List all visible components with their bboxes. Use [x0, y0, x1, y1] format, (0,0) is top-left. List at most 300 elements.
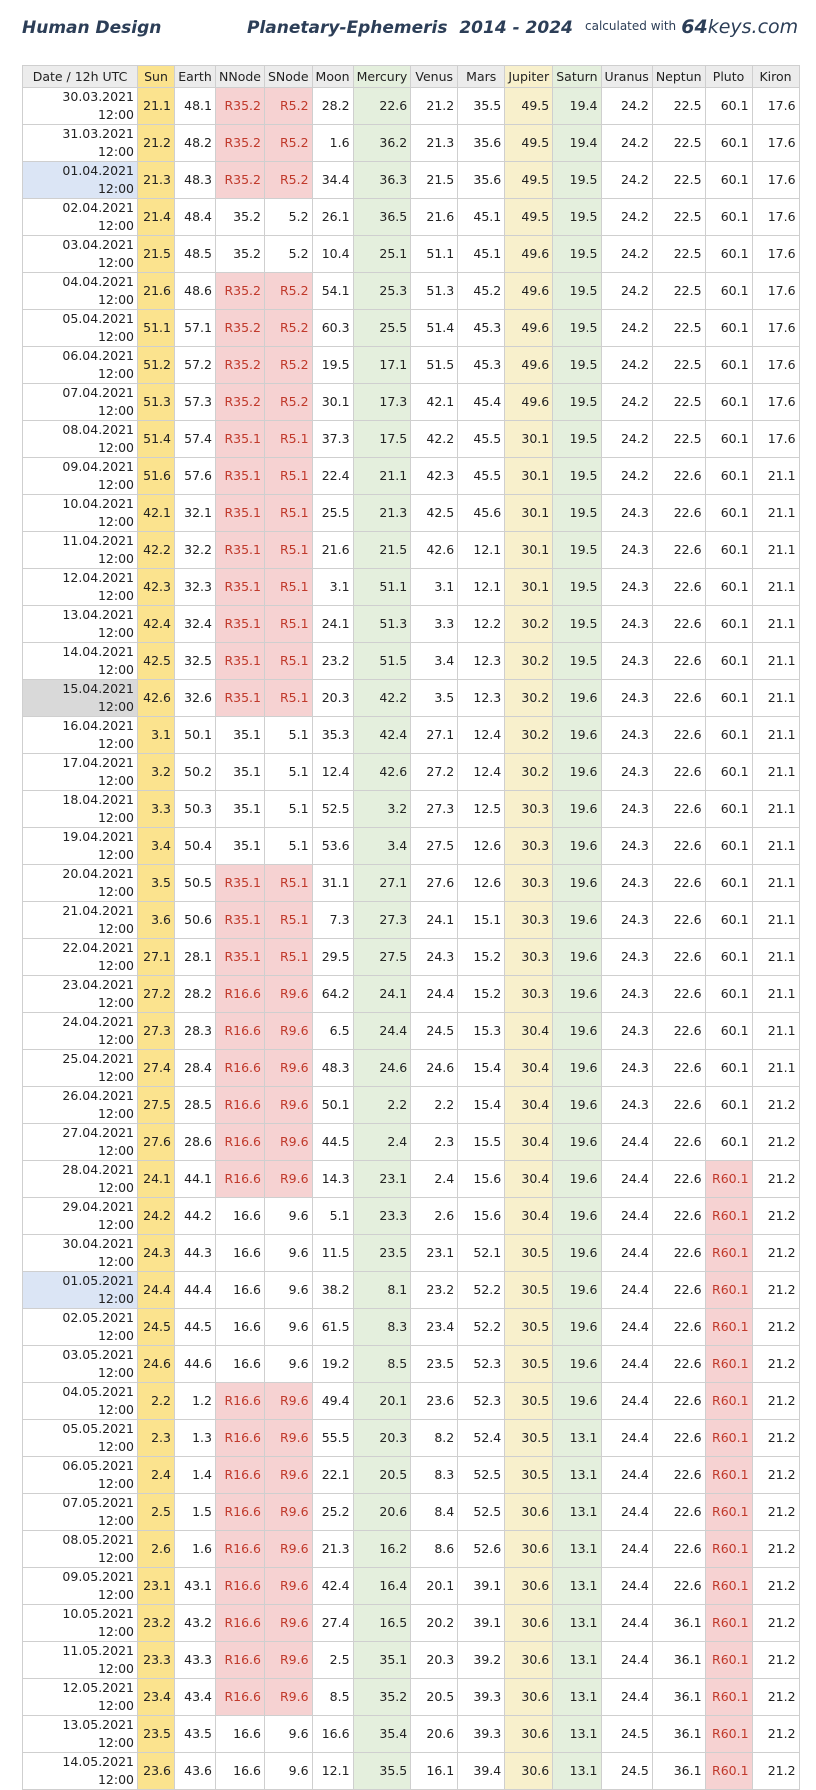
cell-neptun: 22.6 — [652, 1457, 705, 1494]
cell-mars: 52.5 — [458, 1457, 505, 1494]
cell-saturn: 19.5 — [553, 421, 601, 458]
cell-moon: 19.5 — [312, 347, 353, 384]
cell-mercury: 21.5 — [353, 532, 411, 569]
cell-jupiter: 30.2 — [505, 606, 553, 643]
cell-earth: 32.4 — [175, 606, 216, 643]
cell-pluto: R60.1 — [705, 1198, 752, 1235]
cell-snode: 9.6 — [264, 1235, 312, 1272]
cell-mars: 15.6 — [458, 1198, 505, 1235]
cell-nnode: R16.6 — [216, 1087, 265, 1124]
table-row — [23, 1494, 800, 1531]
cell-mars: 45.4 — [458, 384, 505, 421]
cell-pluto: 60.1 — [705, 1087, 752, 1124]
cell-sun: 27.3 — [138, 1013, 175, 1050]
site-name: keys.com — [707, 16, 799, 38]
cell-moon: 29.5 — [312, 939, 353, 976]
cell-mercury: 25.5 — [353, 310, 411, 347]
cell-mars: 39.1 — [458, 1605, 505, 1642]
cell-venus: 21.3 — [411, 125, 458, 162]
cell-neptun: 22.6 — [652, 1420, 705, 1457]
cell-saturn: 19.5 — [553, 458, 601, 495]
cell-jupiter: 30.5 — [505, 1235, 553, 1272]
cell-jupiter: 30.4 — [505, 1198, 553, 1235]
cell-saturn: 13.1 — [553, 1716, 601, 1753]
cell-date: 26.04.2021 12:00 — [23, 1087, 138, 1124]
cell-neptun: 22.6 — [652, 1309, 705, 1346]
cell-uranus: 24.2 — [601, 347, 652, 384]
cell-sun: 2.5 — [138, 1494, 175, 1531]
cell-kiron: 21.1 — [752, 865, 799, 902]
cell-sun: 27.2 — [138, 976, 175, 1013]
cell-uranus: 24.4 — [601, 1272, 652, 1309]
cell-uranus: 24.3 — [601, 1013, 652, 1050]
cell-neptun: 22.6 — [652, 1050, 705, 1087]
cell-moon: 6.5 — [312, 1013, 353, 1050]
cell-snode: 9.6 — [264, 1716, 312, 1753]
cell-moon: 16.6 — [312, 1716, 353, 1753]
cell-sun: 3.4 — [138, 828, 175, 865]
cell-date: 11.04.2021 12:00 — [23, 532, 138, 569]
cell-nnode: R35.1 — [216, 865, 265, 902]
cell-mars: 15.2 — [458, 976, 505, 1013]
cell-saturn: 19.5 — [553, 236, 601, 273]
table-row — [23, 236, 800, 273]
cell-saturn: 13.1 — [553, 1568, 601, 1605]
cell-jupiter: 30.1 — [505, 458, 553, 495]
cell-date: 04.05.2021 12:00 — [23, 1383, 138, 1420]
cell-snode: R9.6 — [264, 1124, 312, 1161]
cell-neptun: 22.5 — [652, 273, 705, 310]
cell-kiron: 21.2 — [752, 1679, 799, 1716]
table-row — [23, 1753, 800, 1790]
table-row — [23, 1531, 800, 1568]
cell-uranus: 24.4 — [601, 1383, 652, 1420]
cell-venus: 8.6 — [411, 1531, 458, 1568]
table-row — [23, 939, 800, 976]
cell-mars: 12.3 — [458, 680, 505, 717]
cell-sun: 3.6 — [138, 902, 175, 939]
cell-venus: 8.2 — [411, 1420, 458, 1457]
col-mercury: Mercury — [353, 66, 411, 88]
cell-pluto: 60.1 — [705, 125, 752, 162]
cell-sun: 23.6 — [138, 1753, 175, 1790]
cell-nnode: R16.6 — [216, 976, 265, 1013]
cell-sun: 23.3 — [138, 1642, 175, 1679]
cell-mars: 15.5 — [458, 1124, 505, 1161]
cell-date: 10.04.2021 12:00 — [23, 495, 138, 532]
cell-mars: 45.5 — [458, 421, 505, 458]
cell-saturn: 19.5 — [553, 273, 601, 310]
cell-pluto: R60.1 — [705, 1346, 752, 1383]
cell-date: 07.04.2021 12:00 — [23, 384, 138, 421]
table-row — [23, 569, 800, 606]
cell-mercury: 2.4 — [353, 1124, 411, 1161]
cell-kiron: 17.6 — [752, 347, 799, 384]
cell-mars: 15.4 — [458, 1050, 505, 1087]
cell-nnode: R35.2 — [216, 273, 265, 310]
cell-nnode: R35.2 — [216, 162, 265, 199]
cell-saturn: 19.6 — [553, 680, 601, 717]
cell-saturn: 19.6 — [553, 791, 601, 828]
cell-date: 12.04.2021 12:00 — [23, 569, 138, 606]
cell-date: 09.04.2021 12:00 — [23, 458, 138, 495]
cell-earth: 32.6 — [175, 680, 216, 717]
cell-sun: 24.5 — [138, 1309, 175, 1346]
cell-mars: 35.5 — [458, 88, 505, 125]
cell-venus: 8.4 — [411, 1494, 458, 1531]
cell-mars: 35.6 — [458, 125, 505, 162]
cell-saturn: 19.6 — [553, 1235, 601, 1272]
cell-date: 04.04.2021 12:00 — [23, 273, 138, 310]
cell-snode: R9.6 — [264, 1383, 312, 1420]
cell-venus: 42.6 — [411, 532, 458, 569]
cell-jupiter: 30.1 — [505, 421, 553, 458]
cell-snode: R5.2 — [264, 162, 312, 199]
cell-uranus: 24.2 — [601, 88, 652, 125]
cell-kiron: 21.2 — [752, 1235, 799, 1272]
cell-nnode: 35.2 — [216, 199, 265, 236]
col-saturn: Saturn — [553, 66, 601, 88]
cell-venus: 51.3 — [411, 273, 458, 310]
cell-venus: 21.6 — [411, 199, 458, 236]
cell-pluto: 60.1 — [705, 1013, 752, 1050]
cell-kiron: 21.1 — [752, 976, 799, 1013]
cell-saturn: 19.6 — [553, 976, 601, 1013]
cell-uranus: 24.2 — [601, 162, 652, 199]
cell-nnode: R16.6 — [216, 1050, 265, 1087]
cell-kiron: 21.1 — [752, 791, 799, 828]
cell-date: 05.05.2021 12:00 — [23, 1420, 138, 1457]
cell-sun: 2.4 — [138, 1457, 175, 1494]
cell-uranus: 24.2 — [601, 421, 652, 458]
table-row — [23, 1642, 800, 1679]
cell-kiron: 21.2 — [752, 1087, 799, 1124]
cell-moon: 7.3 — [312, 902, 353, 939]
cell-uranus: 24.3 — [601, 754, 652, 791]
cell-pluto: R60.1 — [705, 1420, 752, 1457]
cell-nnode: 16.6 — [216, 1309, 265, 1346]
cell-venus: 51.1 — [411, 236, 458, 273]
cell-nnode: R16.6 — [216, 1013, 265, 1050]
cell-earth: 28.2 — [175, 976, 216, 1013]
cell-earth: 50.5 — [175, 865, 216, 902]
cell-neptun: 22.6 — [652, 569, 705, 606]
cell-mars: 39.2 — [458, 1642, 505, 1679]
cell-mercury: 24.1 — [353, 976, 411, 1013]
cell-neptun: 22.6 — [652, 1346, 705, 1383]
cell-pluto: 60.1 — [705, 88, 752, 125]
cell-mercury: 36.2 — [353, 125, 411, 162]
cell-snode: R9.6 — [264, 1605, 312, 1642]
cell-date: 14.04.2021 12:00 — [23, 643, 138, 680]
cell-date: 09.05.2021 12:00 — [23, 1568, 138, 1605]
cell-jupiter: 30.3 — [505, 976, 553, 1013]
cell-jupiter: 30.2 — [505, 754, 553, 791]
table-row — [23, 791, 800, 828]
cell-moon: 23.2 — [312, 643, 353, 680]
cell-pluto: R60.1 — [705, 1383, 752, 1420]
cell-mercury: 42.6 — [353, 754, 411, 791]
cell-venus: 2.3 — [411, 1124, 458, 1161]
cell-mars: 45.5 — [458, 458, 505, 495]
cell-venus: 3.3 — [411, 606, 458, 643]
cell-mercury: 16.5 — [353, 1605, 411, 1642]
cell-venus: 24.3 — [411, 939, 458, 976]
cell-saturn: 13.1 — [553, 1494, 601, 1531]
cell-nnode: 35.1 — [216, 754, 265, 791]
cell-pluto: 60.1 — [705, 939, 752, 976]
cell-kiron: 17.6 — [752, 88, 799, 125]
cell-uranus: 24.3 — [601, 680, 652, 717]
cell-mars: 12.4 — [458, 717, 505, 754]
cell-moon: 52.5 — [312, 791, 353, 828]
cell-jupiter: 30.1 — [505, 532, 553, 569]
cell-uranus: 24.3 — [601, 902, 652, 939]
cell-moon: 22.1 — [312, 1457, 353, 1494]
cell-nnode: R16.6 — [216, 1605, 265, 1642]
cell-pluto: R60.1 — [705, 1568, 752, 1605]
table-row — [23, 273, 800, 310]
cell-uranus: 24.2 — [601, 125, 652, 162]
cell-date: 06.04.2021 12:00 — [23, 347, 138, 384]
cell-moon: 49.4 — [312, 1383, 353, 1420]
cell-snode: R5.1 — [264, 606, 312, 643]
cell-saturn: 19.6 — [553, 1013, 601, 1050]
cell-venus: 8.3 — [411, 1457, 458, 1494]
cell-date: 16.04.2021 12:00 — [23, 717, 138, 754]
cell-jupiter: 30.5 — [505, 1346, 553, 1383]
cell-date: 28.04.2021 12:00 — [23, 1161, 138, 1198]
cell-earth: 43.3 — [175, 1642, 216, 1679]
cell-uranus: 24.4 — [601, 1679, 652, 1716]
cell-venus: 20.6 — [411, 1716, 458, 1753]
cell-pluto: R60.1 — [705, 1457, 752, 1494]
cell-earth: 43.1 — [175, 1568, 216, 1605]
cell-snode: R9.6 — [264, 1494, 312, 1531]
cell-saturn: 19.5 — [553, 643, 601, 680]
cell-mercury: 20.1 — [353, 1383, 411, 1420]
cell-date: 22.04.2021 12:00 — [23, 939, 138, 976]
cell-snode: 9.6 — [264, 1309, 312, 1346]
cell-nnode: R35.1 — [216, 680, 265, 717]
cell-mercury: 51.3 — [353, 606, 411, 643]
cell-date: 30.04.2021 12:00 — [23, 1235, 138, 1272]
cell-jupiter: 30.4 — [505, 1013, 553, 1050]
cell-earth: 48.3 — [175, 162, 216, 199]
cell-uranus: 24.3 — [601, 1087, 652, 1124]
cell-mercury: 23.3 — [353, 1198, 411, 1235]
cell-nnode: R35.1 — [216, 421, 265, 458]
cell-saturn: 19.5 — [553, 532, 601, 569]
cell-moon: 21.6 — [312, 532, 353, 569]
cell-jupiter: 49.5 — [505, 125, 553, 162]
cell-mercury: 23.1 — [353, 1161, 411, 1198]
cell-jupiter: 30.6 — [505, 1494, 553, 1531]
cell-moon: 12.4 — [312, 754, 353, 791]
cell-pluto: 60.1 — [705, 384, 752, 421]
cell-snode: 5.2 — [264, 199, 312, 236]
cell-neptun: 22.6 — [652, 717, 705, 754]
cell-snode: R9.6 — [264, 1679, 312, 1716]
cell-snode: R9.6 — [264, 1457, 312, 1494]
cell-venus: 42.2 — [411, 421, 458, 458]
cell-sun: 42.3 — [138, 569, 175, 606]
table-row — [23, 310, 800, 347]
table-row — [23, 125, 800, 162]
cell-kiron: 21.1 — [752, 569, 799, 606]
page-header — [0, 0, 816, 64]
cell-jupiter: 30.6 — [505, 1753, 553, 1790]
cell-date: 25.04.2021 12:00 — [23, 1050, 138, 1087]
cell-date: 15.04.2021 12:00 — [23, 680, 138, 717]
cell-earth: 57.4 — [175, 421, 216, 458]
cell-moon: 24.1 — [312, 606, 353, 643]
cell-earth: 50.1 — [175, 717, 216, 754]
cell-venus: 23.2 — [411, 1272, 458, 1309]
cell-earth: 32.5 — [175, 643, 216, 680]
cell-jupiter: 30.1 — [505, 569, 553, 606]
cell-venus: 23.1 — [411, 1235, 458, 1272]
cell-sun: 24.4 — [138, 1272, 175, 1309]
cell-kiron: 21.1 — [752, 828, 799, 865]
cell-earth: 48.6 — [175, 273, 216, 310]
cell-snode: R9.6 — [264, 1087, 312, 1124]
cell-jupiter: 30.5 — [505, 1383, 553, 1420]
cell-earth: 43.5 — [175, 1716, 216, 1753]
cell-venus: 20.1 — [411, 1568, 458, 1605]
cell-mercury: 36.5 — [353, 199, 411, 236]
cell-date: 03.05.2021 12:00 — [23, 1346, 138, 1383]
cell-pluto: 60.1 — [705, 1124, 752, 1161]
cell-nnode: R16.6 — [216, 1679, 265, 1716]
cell-nnode: R16.6 — [216, 1494, 265, 1531]
cell-saturn: 19.5 — [553, 199, 601, 236]
cell-date: 14.05.2021 12:00 — [23, 1753, 138, 1790]
cell-neptun: 22.6 — [652, 865, 705, 902]
cell-pluto: R60.1 — [705, 1642, 752, 1679]
cell-uranus: 24.2 — [601, 273, 652, 310]
cell-date: 12.05.2021 12:00 — [23, 1679, 138, 1716]
cell-uranus: 24.3 — [601, 643, 652, 680]
cell-mercury: 27.1 — [353, 865, 411, 902]
cell-earth: 28.6 — [175, 1124, 216, 1161]
cell-mars: 52.2 — [458, 1309, 505, 1346]
cell-mercury: 35.5 — [353, 1753, 411, 1790]
cell-pluto: R60.1 — [705, 1494, 752, 1531]
cell-kiron: 21.2 — [752, 1494, 799, 1531]
cell-nnode: 16.6 — [216, 1235, 265, 1272]
cell-nnode: R35.2 — [216, 88, 265, 125]
cell-mars: 45.3 — [458, 347, 505, 384]
cell-venus: 21.2 — [411, 88, 458, 125]
cell-uranus: 24.4 — [601, 1235, 652, 1272]
cell-nnode: R16.6 — [216, 1124, 265, 1161]
cell-uranus: 24.3 — [601, 1050, 652, 1087]
cell-mercury: 27.3 — [353, 902, 411, 939]
col-moon: Moon — [312, 66, 353, 88]
cell-pluto: R60.1 — [705, 1235, 752, 1272]
cell-mars: 39.4 — [458, 1753, 505, 1790]
cell-pluto: 60.1 — [705, 458, 752, 495]
site-number: 64 — [681, 16, 708, 38]
cell-moon: 14.3 — [312, 1161, 353, 1198]
cell-kiron: 21.2 — [752, 1753, 799, 1790]
table-row — [23, 1161, 800, 1198]
cell-venus: 27.6 — [411, 865, 458, 902]
col-pluto: Pluto — [705, 66, 752, 88]
cell-snode: R5.1 — [264, 495, 312, 532]
cell-date: 29.04.2021 12:00 — [23, 1198, 138, 1235]
col-mars: Mars — [458, 66, 505, 88]
cell-snode: R5.1 — [264, 458, 312, 495]
cell-neptun: 22.6 — [652, 1272, 705, 1309]
cell-saturn: 13.1 — [553, 1753, 601, 1790]
cell-neptun: 22.5 — [652, 236, 705, 273]
cell-snode: 5.1 — [264, 828, 312, 865]
cell-venus: 42.5 — [411, 495, 458, 532]
cell-uranus: 24.4 — [601, 1124, 652, 1161]
cell-nnode: R16.6 — [216, 1383, 265, 1420]
cell-jupiter: 30.5 — [505, 1420, 553, 1457]
cell-nnode: 16.6 — [216, 1753, 265, 1790]
cell-snode: R9.6 — [264, 1642, 312, 1679]
cell-snode: R9.6 — [264, 1161, 312, 1198]
cell-mars: 15.2 — [458, 939, 505, 976]
cell-saturn: 19.5 — [553, 606, 601, 643]
cell-uranus: 24.2 — [601, 236, 652, 273]
cell-kiron: 21.2 — [752, 1420, 799, 1457]
cell-jupiter: 49.5 — [505, 88, 553, 125]
table-row — [23, 1716, 800, 1753]
cell-kiron: 21.2 — [752, 1716, 799, 1753]
cell-earth: 43.2 — [175, 1605, 216, 1642]
cell-date: 02.05.2021 12:00 — [23, 1309, 138, 1346]
credit — [585, 16, 798, 38]
table-row — [23, 199, 800, 236]
cell-mercury: 21.3 — [353, 495, 411, 532]
cell-saturn: 19.4 — [553, 125, 601, 162]
cell-saturn: 19.6 — [553, 865, 601, 902]
cell-nnode: R35.1 — [216, 458, 265, 495]
cell-neptun: 22.6 — [652, 754, 705, 791]
cell-nnode: R35.1 — [216, 939, 265, 976]
cell-venus: 23.5 — [411, 1346, 458, 1383]
cell-uranus: 24.3 — [601, 606, 652, 643]
table-row — [23, 865, 800, 902]
cell-uranus: 24.4 — [601, 1642, 652, 1679]
cell-venus: 2.6 — [411, 1198, 458, 1235]
table-row — [23, 1457, 800, 1494]
cell-earth: 48.1 — [175, 88, 216, 125]
cell-pluto: R60.1 — [705, 1605, 752, 1642]
cell-mercury: 8.5 — [353, 1346, 411, 1383]
table-row — [23, 1013, 800, 1050]
cell-venus: 24.1 — [411, 902, 458, 939]
cell-sun: 27.4 — [138, 1050, 175, 1087]
cell-earth: 28.3 — [175, 1013, 216, 1050]
cell-kiron: 17.6 — [752, 162, 799, 199]
cell-jupiter: 49.6 — [505, 347, 553, 384]
site-link[interactable] — [681, 16, 798, 38]
cell-nnode: R16.6 — [216, 1161, 265, 1198]
cell-jupiter: 30.6 — [505, 1716, 553, 1753]
table-row — [23, 680, 800, 717]
cell-moon: 20.3 — [312, 680, 353, 717]
cell-nnode: R35.1 — [216, 643, 265, 680]
cell-saturn: 13.1 — [553, 1679, 601, 1716]
cell-sun: 42.6 — [138, 680, 175, 717]
cell-earth: 32.1 — [175, 495, 216, 532]
